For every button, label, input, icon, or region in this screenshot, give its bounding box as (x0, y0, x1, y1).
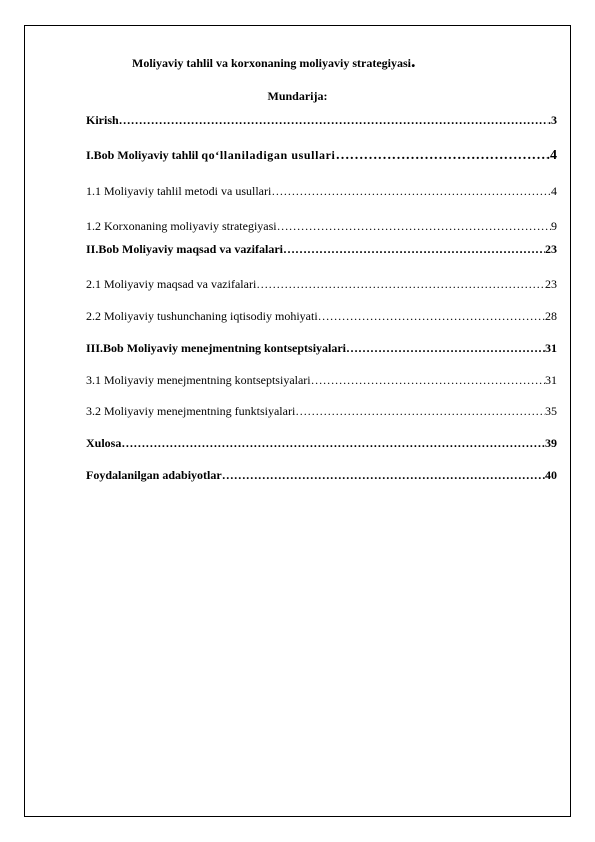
document-title-dot: . (411, 51, 416, 71)
toc-entry-2-1[interactable] (86, 277, 557, 293)
toc-label: 3.1 Moliyaviy menejmentning kontseptsiyalari (86, 373, 311, 387)
toc-label: Xulosa (86, 436, 122, 450)
toc-label: 1.2 Korxonaning moliyaviy strategiyasi (86, 219, 277, 233)
toc-leader (222, 468, 545, 483)
toc-leader (283, 242, 545, 257)
toc-leader (318, 309, 545, 324)
toc-page-number: 35 (545, 404, 557, 418)
toc-leader (346, 341, 545, 356)
toc-label-part-a: I.Bob Moliyaviy tahlil (86, 148, 202, 162)
toc-page-number: 31 (545, 373, 557, 387)
toc-label: 2.1 Moliyaviy maqsad va vazifalari (86, 277, 257, 291)
toc-label: Kirish (86, 113, 119, 127)
toc-label: II.Bob Moliyaviy maqsad va vazifalari (86, 242, 284, 256)
toc-page-number: 31 (545, 341, 557, 355)
toc-entry-1-2[interactable] (86, 219, 557, 235)
toc-label: 1.1 Moliyaviy tahlil metodi va usullari (86, 184, 272, 198)
toc-leader (121, 436, 545, 451)
toc-entry-xulosa[interactable] (86, 436, 557, 452)
toc-label: 3.2 Moliyaviy menejmentning funktsiyalari (86, 404, 296, 418)
toc-leader (277, 219, 551, 234)
toc-entry-bibliography[interactable] (86, 468, 557, 484)
toc-entry-chapter-3[interactable] (86, 341, 557, 357)
toc-page-number: .3 (548, 113, 557, 127)
document-title-text: Moliyaviy tahlil va korxonaning moliyaviy strategiyasi (132, 56, 412, 70)
toc-entry-1-1[interactable] (86, 184, 557, 200)
toc-entry-3-2[interactable] (86, 404, 557, 420)
toc-leader (271, 184, 551, 199)
toc-label: III.Bob Moliyaviy menejmentning kontseptsiyalari (86, 341, 347, 355)
toc-label-part-b: qo‘llaniladigan usullari (201, 148, 336, 162)
toc-label: Foydalanilgan adabiyotlar (86, 468, 222, 482)
toc-leader (256, 277, 545, 292)
toc-page-number: 40 (545, 468, 557, 482)
toc-entry-2-2[interactable] (86, 309, 557, 325)
toc-leader (119, 113, 548, 128)
page-border (24, 25, 571, 817)
toc-page-number: 4 (551, 184, 557, 198)
toc-leader (295, 404, 545, 419)
toc-entry-chapter-2[interactable] (86, 242, 557, 258)
toc-leader (335, 148, 546, 164)
toc-page-number: 23 (545, 277, 557, 291)
toc-page-number: 23 (545, 242, 557, 256)
toc-label (86, 148, 335, 163)
contents-heading: Mundarija: (267, 89, 328, 103)
toc-leader (311, 373, 545, 388)
toc-entry-chapter-1[interactable] (86, 148, 557, 168)
toc-entry-kirish[interactable] (86, 113, 557, 129)
document-title (132, 51, 416, 71)
toc-page-number: 39 (545, 436, 557, 450)
toc-page-number: .4 (546, 148, 557, 163)
toc-page-number: 28 (545, 309, 557, 323)
toc-entry-3-1[interactable] (86, 373, 557, 389)
toc-page-number: 9 (551, 219, 557, 233)
toc-label: 2.2 Moliyaviy tushunchaning iqtisodiy mohiyati (86, 309, 318, 323)
